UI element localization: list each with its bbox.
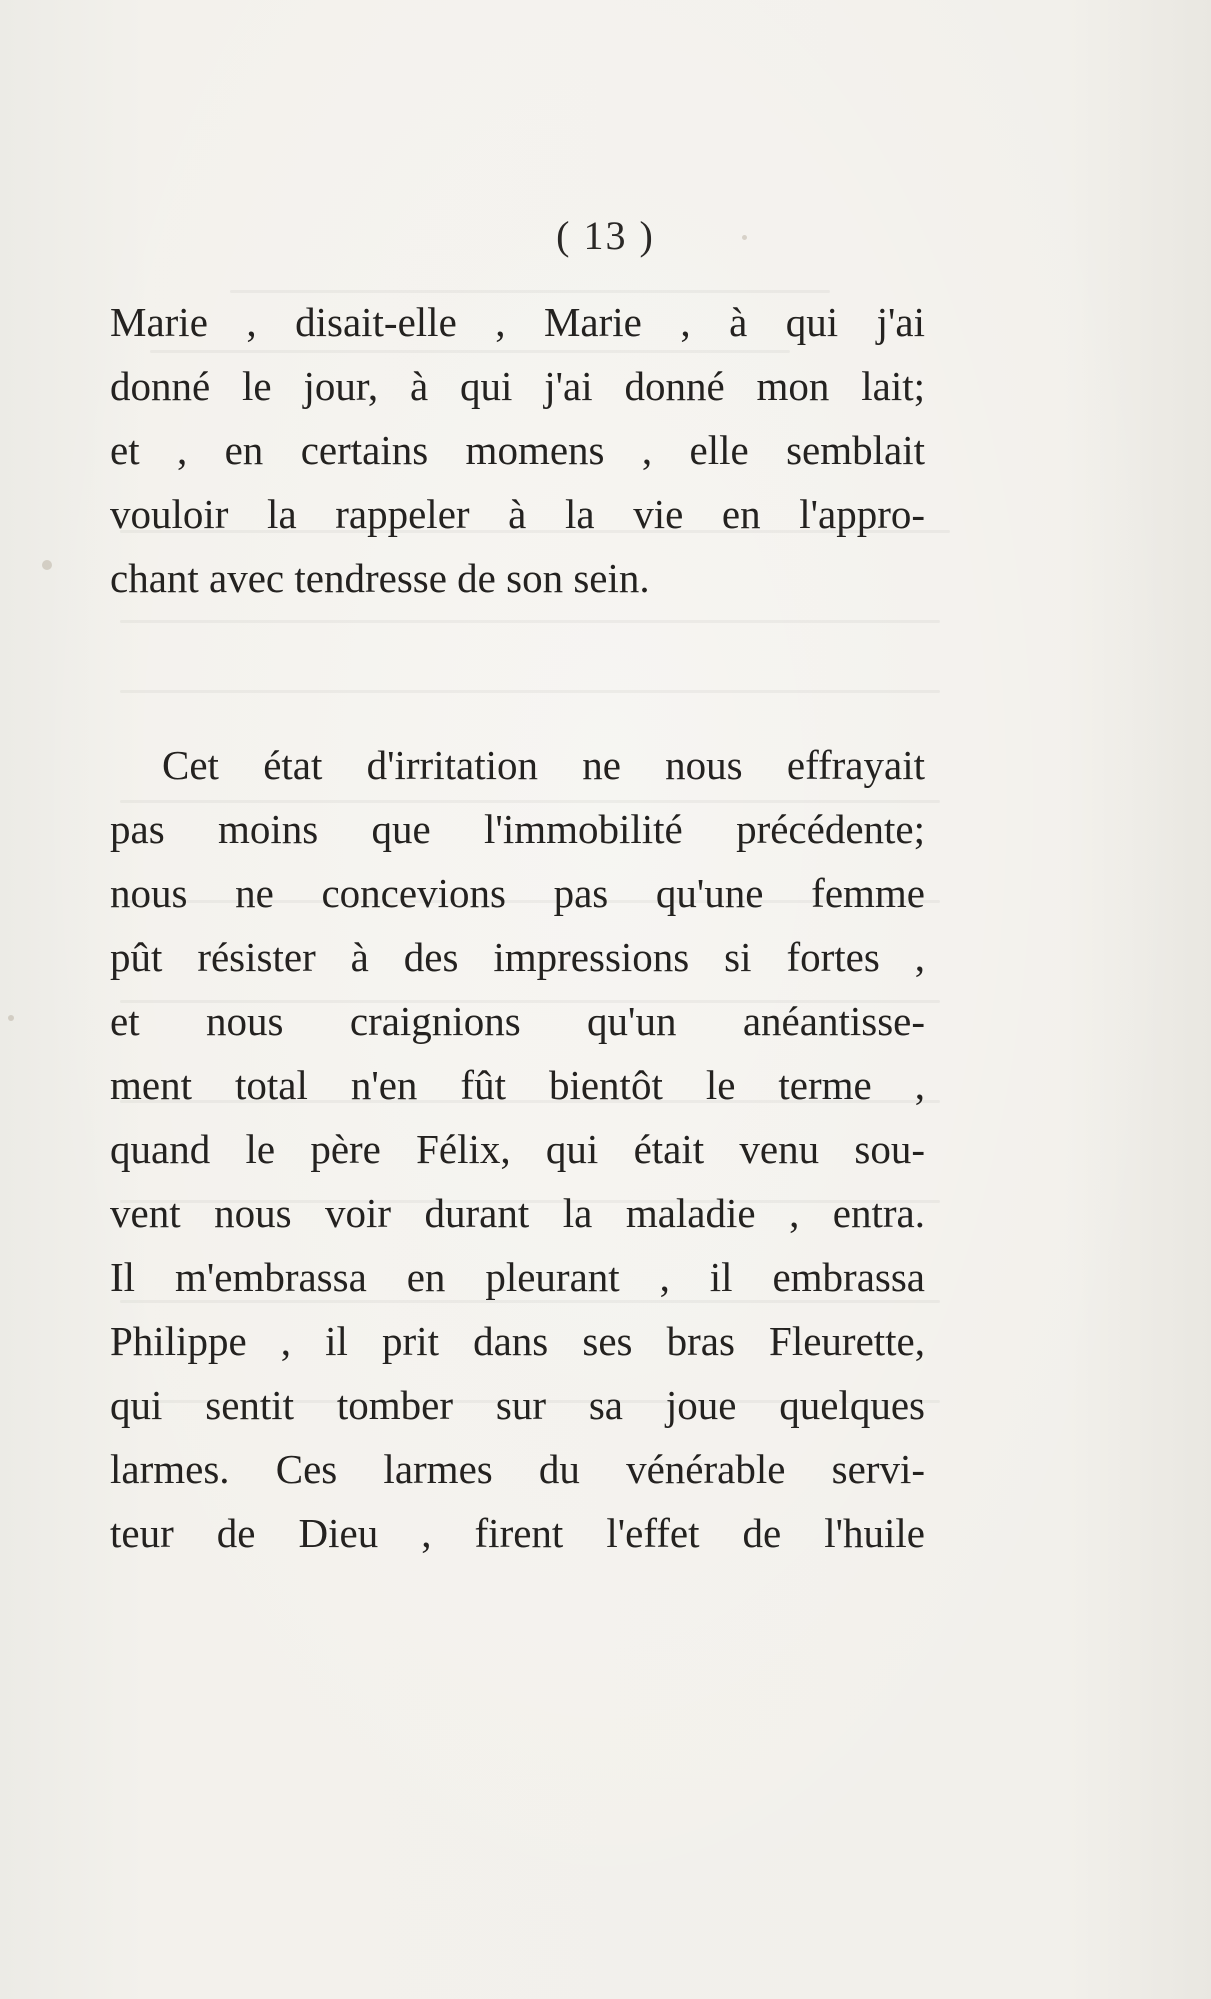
text-line: Marie , disait-elle , Marie , à qui j'ai [110, 299, 925, 345]
text-line: Il m'embrassa en pleurant , il embrassa [110, 1254, 925, 1300]
text-line: vouloir la rappeler à la vie en l'appro- [110, 491, 925, 537]
text-line: quand le père Félix, qui était venu sou- [110, 1126, 925, 1172]
text-line: qui sentit tomber sur sa joue quelques [110, 1382, 925, 1428]
text-line: larmes. Ces larmes du vénérable servi- [110, 1446, 925, 1492]
page-number: ( 13 ) [556, 213, 655, 258]
text-line: ment total n'en fût bientôt le terme , [110, 1062, 925, 1108]
text-line: Cet état d'irritation ne nous effrayait [162, 742, 925, 788]
paper-speck [42, 560, 52, 570]
paper-speck [8, 1015, 14, 1021]
text-line: teur de Dieu , firent l'effet de l'huile [110, 1510, 925, 1556]
text-line: Philippe , il prit dans ses bras Fleurette, [110, 1318, 925, 1364]
text-line: donné le jour, à qui j'ai donné mon lait; [110, 363, 925, 409]
text-line: pas moins que l'immobilité précédente; [110, 806, 925, 852]
paragraph-1 [110, 290, 925, 610]
paragraph-2 [110, 733, 925, 1565]
text-line: et , en certains momens , elle semblait [110, 427, 925, 473]
text-line: et nous craignions qu'un anéantisse- [110, 998, 925, 1044]
text-line: chant avec tendresse de son sein. [110, 555, 650, 601]
text-line: pût résister à des impressions si fortes , [110, 934, 925, 980]
text-line: vent nous voir durant la maladie , entra. [110, 1190, 925, 1236]
text-line: nous ne concevions pas qu'une femme [110, 870, 925, 916]
